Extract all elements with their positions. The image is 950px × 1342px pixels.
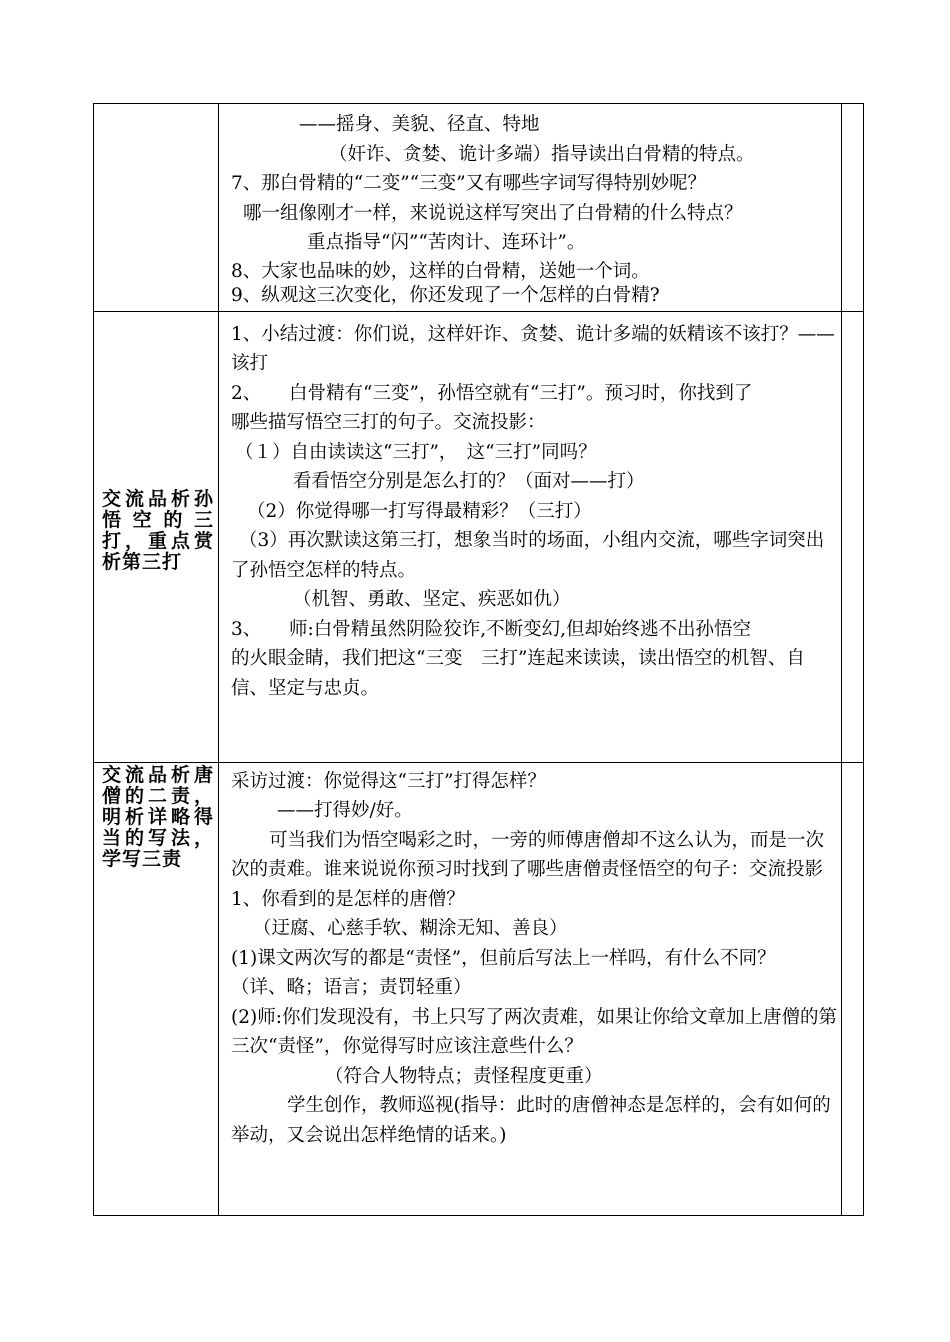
table-row xyxy=(94,311,864,762)
empty-cell xyxy=(842,762,864,1215)
stage-cell xyxy=(94,104,219,312)
content-line: (2)师:你们发现没有，书上只写了两次责难，如果让你给文章加上唐僧的第三次“责怪”，你觉得写时应该注意些什么？ xyxy=(231,1006,837,1057)
content-line: (1)课文两次写的都是“责怪”，但前后写法上一样吗，有什么不同？ xyxy=(231,947,776,969)
table-row xyxy=(94,762,864,1215)
table-row xyxy=(94,104,864,312)
content-line: 9、纵观这三次变化，你还发现了一个怎样的白骨精? xyxy=(231,284,660,306)
content-line: （详、略；语言；责罚轻重） xyxy=(231,977,472,998)
content-line: ——打得妙/好。 xyxy=(277,800,413,821)
content-line: （１）自由读读这“三打”， 这“三打”同吗？ xyxy=(235,441,597,463)
content-line: 哪些描写悟空三打的句子。交流投影： xyxy=(231,412,546,433)
content-line: （奸诈、贪婪、诡计多端）指导读出白骨精的特点。 xyxy=(329,143,755,165)
content-line: 1、小结过渡：你们说，这样奸诈、贪婪、诡计多端的妖精该不该打？——该打 xyxy=(231,323,835,374)
stage-cell xyxy=(94,762,219,1215)
content-line: 的火眼金睛，我们把这“三变 三打”连起来读读，读出悟空的机智、自信、坚定与忠贞。 xyxy=(231,648,805,699)
content-line: 3、 师:白骨精虽然阴险狡诈,不断变幻,但却始终逃不出孙悟空 xyxy=(231,618,752,640)
stage-label: 交流品析唐僧的二责，明析详略得当的写法，学写三责 xyxy=(102,763,214,870)
content-line: 看看悟空分别是怎么打的？（面对——打） xyxy=(293,471,645,492)
content-line: 7、那白骨精的“二变”“三变”又有哪些字词写得特别妙呢？ xyxy=(231,173,707,194)
content-line: 可当我们为悟空喝彩之时，一旁的师傅唐僧却不这么认为，而是一次次的责难。谁来说说你预习时找到了哪些唐僧责怪悟空的句子：交流投影 xyxy=(231,829,825,880)
content-line: 1、你看到的是怎样的唐僧？ xyxy=(231,888,465,910)
empty-cell xyxy=(842,311,864,762)
content-line: ——摇身、美貌、径直、特地 xyxy=(299,114,540,135)
content-line: （迂腐、心慈手软、糊涂无知、善良） xyxy=(253,918,568,939)
content-cell xyxy=(219,104,842,312)
content-line: 采访过渡：你觉得这“三打”打得怎样？ xyxy=(231,770,546,792)
content-line: （符合人物特点；责怪程度更重） xyxy=(325,1065,603,1087)
lesson-plan-table xyxy=(93,103,864,1216)
content-line: （3）再次默读这第三打，想象当时的场面，小组内交流，哪些字词突出了孙悟空怎样的特点。 xyxy=(231,530,825,581)
content-line: 学生创作，教师巡视(指导：此时的唐僧神态是怎样的，会有如何的举动，又会说出怎样绝情的话来。) xyxy=(231,1095,831,1146)
stage-label: 交流品析孙悟空的三打，重点赏析第三打 xyxy=(102,487,214,573)
content-line: 2、 白骨精有“三变”，孙悟空就有“三打”。预习时，你找到了 xyxy=(231,382,753,404)
content-line: 重点指导“闪”“苦肉计、连环计”。 xyxy=(307,232,586,253)
content-cell xyxy=(219,762,842,1215)
empty-cell xyxy=(842,104,864,312)
stage-cell xyxy=(94,311,219,762)
content-line: 哪一组像刚才一样，来说说这样写突出了白骨精的什么特点？ xyxy=(243,202,743,224)
content-line: （2）你觉得哪一打写得最精彩？（三打） xyxy=(247,500,592,522)
content-cell xyxy=(219,311,842,762)
content-line: （机智、勇敢、坚定、疾恶如仇） xyxy=(293,589,571,610)
content-line: 8、大家也品味的妙，这样的白骨精，送她一个词。 xyxy=(231,260,650,282)
